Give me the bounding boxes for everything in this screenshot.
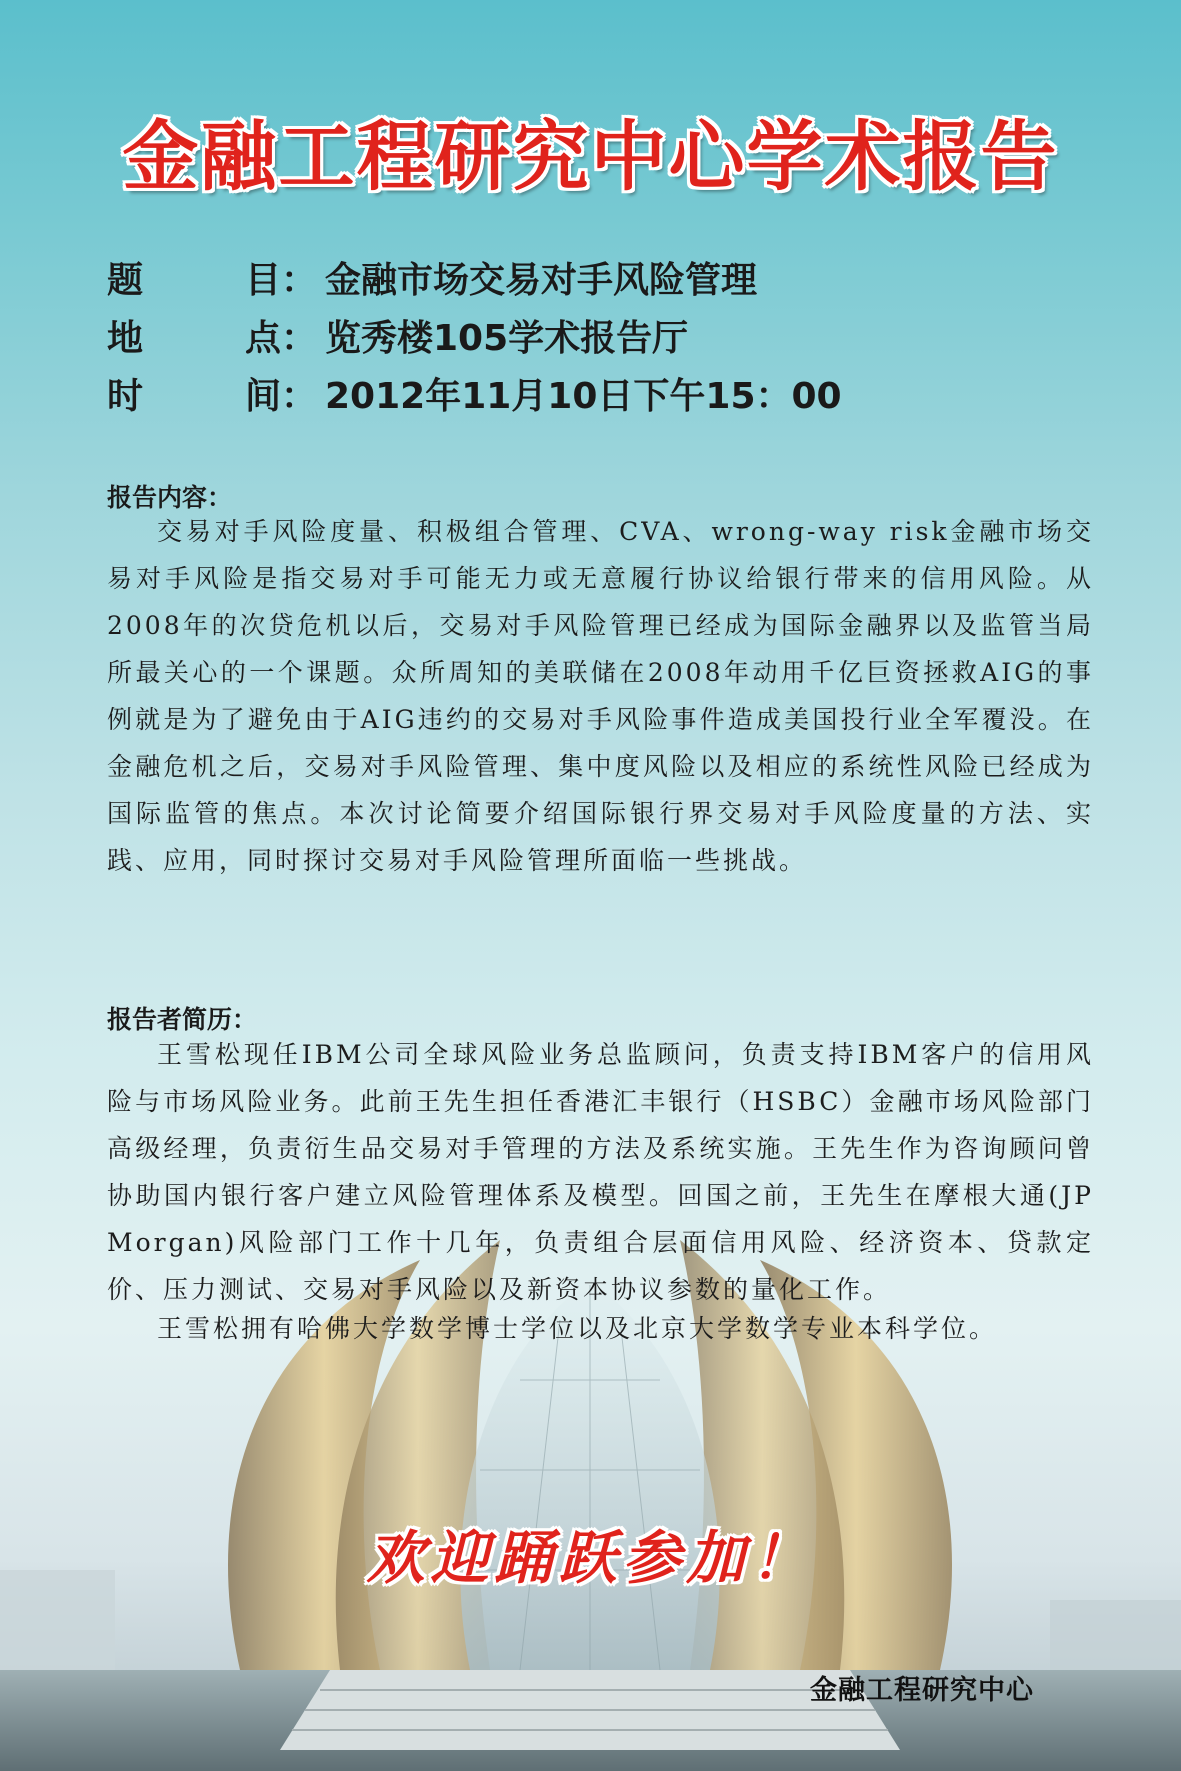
topic-colon: ：	[281, 260, 318, 301]
bio-heading: 报告者简历：	[107, 1005, 258, 1034]
place-label-2: 点	[245, 318, 282, 359]
topic-label-2: 目	[245, 260, 282, 301]
time-value: 2012年11月10日下午15：00	[325, 376, 842, 417]
bio-paragraph-1: 王雪松现任IBM公司全球风险业务总监顾问，负责支持IBM客户的信用风险与市场风险业务。此前王先生担任香港汇丰银行（HSBC）金融市场风险部门高级经理，负责衍生品交易对手管理的方法及系统实施。王先生作为咨询顾问曾协助国内银行客户建立风险管理体系及模型。回国之前，王先生在摩根大通(JP Morgan)风险部门工作十几年，负责组合层面信用风险、经济资本、贷款定价、压力测试、交易对手风险以及新资本协议参数的量化工作。	[107, 1040, 1094, 1304]
topic-value: 金融市场交易对手风险管理	[325, 260, 758, 301]
place-label-1: 地	[107, 318, 144, 359]
content-paragraph: 交易对手风险度量、积极组合管理、CVA、wrong-way risk金融市场交易对手风险是指交易对手可能无力或无意履行协议给银行带来的信用风险。从2008年的次贷危机以后，交易对手风险管理已经成为国际金融界以及监管当局所最关心的一个课题。众所周知的美联储在2008年动用千亿巨资拯救AIG的事例就是为了避免由于AIG违约的交易对手风险事件造成美国投行业全军覆没。在金融危机之后，交易对手风险管理、集中度风险以及相应的系统性风险已经成为国际监管的焦点。本次讨论简要介绍国际银行界交易对手风险度量的方法、实践、应用，同时探讨交易对手风险管理所面临一些挑战。	[107, 517, 1094, 875]
bio-paragraph-2: 王雪松拥有哈佛大学数学博士学位以及北京大学数学专业本科学位。	[157, 1314, 998, 1343]
organizer-name: 金融工程研究中心	[810, 1675, 1034, 1706]
topic-label-1: 题	[107, 260, 144, 301]
poster-title: 金融工程研究中心学术报告	[122, 112, 1059, 201]
content-heading: 报告内容：	[107, 483, 233, 512]
place-value: 览秀楼105学术报告厅	[325, 318, 689, 359]
time-label-1: 时	[107, 376, 144, 417]
welcome-slogan: 欢迎踊跃参加！	[366, 1524, 815, 1592]
content-body	[107, 508, 1094, 884]
time-label-2: 间	[245, 376, 282, 417]
place-colon: ：	[281, 318, 318, 359]
time-colon: ：	[281, 376, 318, 417]
bio-body	[107, 1031, 1094, 1352]
